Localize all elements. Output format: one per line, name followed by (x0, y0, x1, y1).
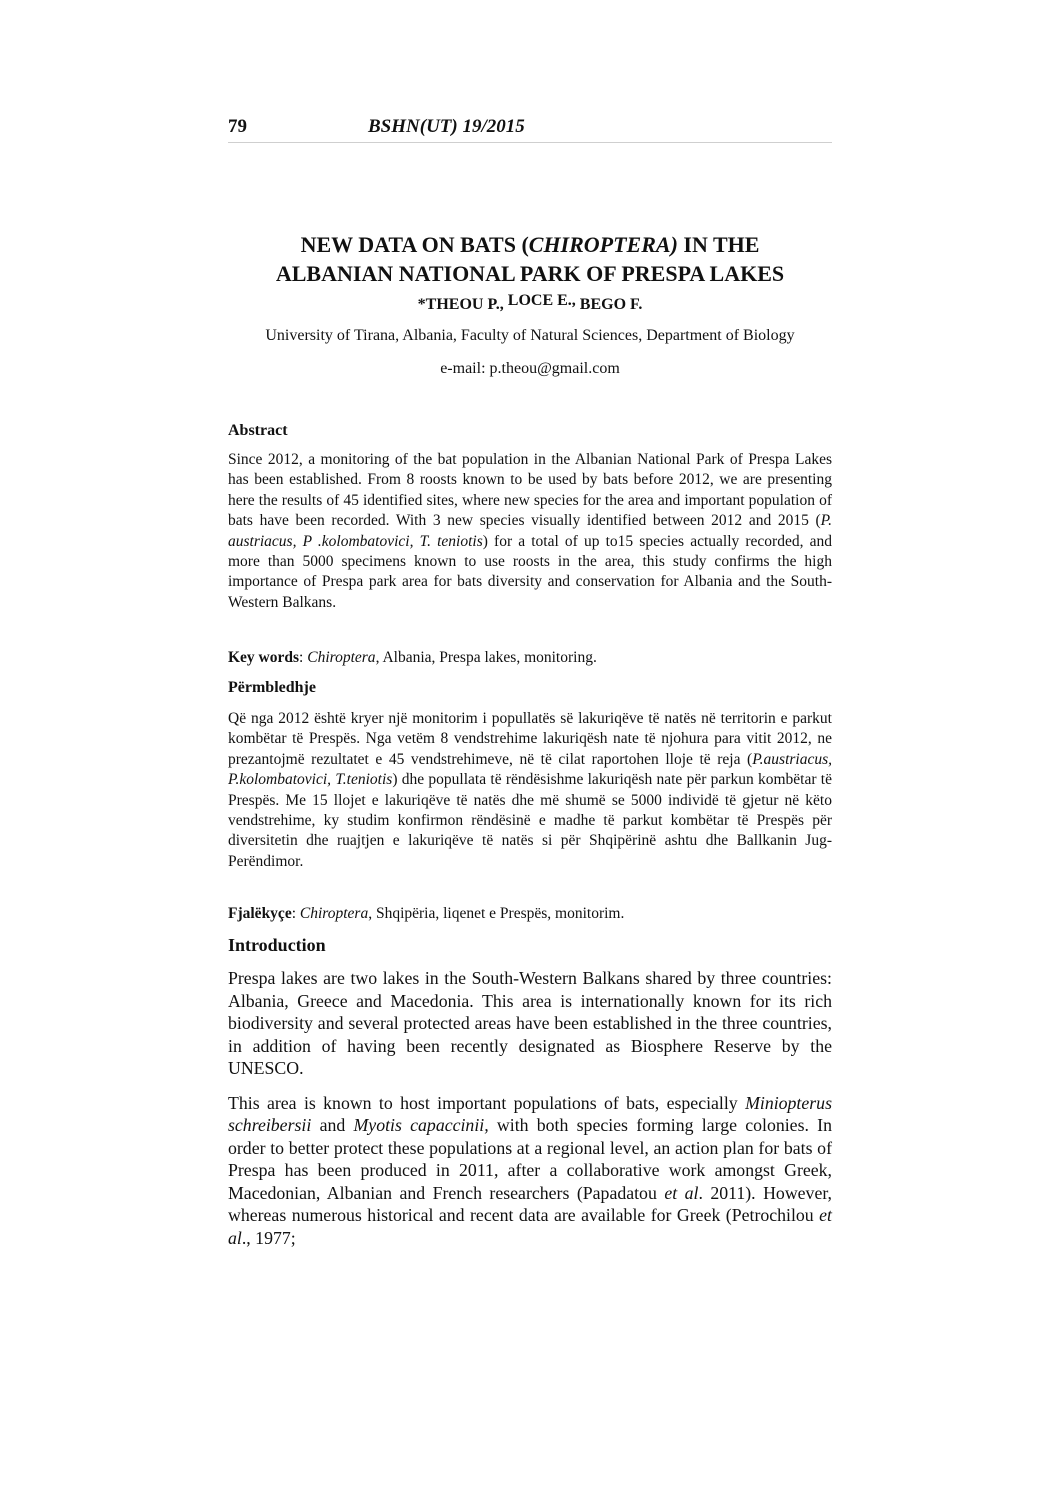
keywords-label: Key words (228, 649, 300, 666)
fjalekyce-taxon: Chiroptera (299, 905, 369, 922)
keywords-rest: , Albania, Prespa lakes, monitoring. (375, 649, 597, 666)
author-list (228, 292, 832, 314)
title-part: NEW DATA ON BATS ( (300, 232, 529, 257)
affiliation: University of Tirana, Albania, Faculty of Natural Sciences, Department of Biology (265, 327, 795, 344)
abstract-text (228, 450, 832, 613)
title-taxon: CHIROPTERA) (528, 232, 678, 257)
intro-etal: et al (228, 1205, 832, 1248)
permbledhje-text-part: ) dhe popullata të rëndësishme lakuriqësh nate për parkun kombëtar të Prespës. Me 15 llojet e lakuriqëve të natës dhe më shumë se 5000 individë të gjetur në këto vendstrehime, ky studim konfirmon rëndësinë e madhe të parkut kombëtar të Prespës për diversitetin dhe ruajtjen e lakuriqëve të natës si për Shqipërinë ashtu dhe Ballkanin Jug-Perëndimor. (228, 771, 832, 870)
running-header (228, 114, 832, 143)
fjalekyce-rest: , Shqipëria, liqenet e Prespës, monitorim. (368, 905, 625, 922)
abstract-heading: Abstract (228, 422, 288, 439)
author: LOCE E., (507, 292, 576, 309)
abstract-section (228, 422, 832, 613)
page-number: 79 (228, 116, 247, 137)
introduction-heading: Introduction (228, 935, 326, 955)
intro-text-part: ., 1977; (241, 1227, 296, 1248)
intro-text-part: with both species forming large colonies. In order to better protect these populations at a regional level, an action plan for bats of Prespa has been produced in 2011, after a collaborative work amongst Greek, Macedonian, Albanian and French researchers (Papadatou (228, 1115, 832, 1203)
contact-email: e-mail: p.theou@gmail.com (440, 360, 620, 377)
author: *THEOU P., (417, 296, 504, 313)
introduction-paragraph-1: Prespa lakes are two lakes in the South-Western Balkans shared by three countries: Albania, Greece and Macedonia. This area is internationally known for its rich biodiversity and several protected areas have been established in the three countries, in addition of having been recently designated as Biosphere Reserve by the UNESCO. (228, 968, 832, 1078)
title-part: IN THE (677, 232, 760, 257)
article-title (228, 230, 832, 288)
author: BEGO F. (579, 296, 643, 313)
intro-etal: et al (664, 1182, 699, 1203)
permbledhje-section (228, 679, 832, 872)
keywords: Key words: Chiroptera, Albania, Prespa lakes, monitoring. (228, 649, 597, 666)
permbledhje-species: P.austriacus, P.kolombatovici, T.teniotis (228, 750, 832, 789)
fjalekyce: Fjalëkyçe: Chiroptera, Shqipëria, liqenet e Prespës, monitorim. (228, 905, 625, 922)
title-line-2: ALBANIAN NATIONAL PARK OF PRESPA LAKES (275, 261, 785, 286)
intro-species: Myotis capaccinii, (353, 1115, 489, 1135)
introduction-section (228, 935, 832, 1249)
intro-text-part: . 2011). However, whereas numerous historical and recent data are available for Greek (Petrochilou (228, 1182, 832, 1225)
intro-text-part: This area is known to host important populations of bats, especially (228, 1092, 746, 1113)
permbledhje-text (228, 709, 832, 872)
abstract-text-part: ) for a total of up to15 species actually recorded, and more than 5000 specimens known to use roosts in the area, this study confirms the high importance of Prespa park area for bats diversity and conservation for Albania and the South-Western Balkans. (228, 532, 832, 611)
journal-citation: BSHN(UT) 19/2015 (368, 116, 525, 137)
abstract-species: P. austriacus, P .kolombatovici, T. teniotis (228, 512, 832, 550)
permbledhje-heading: Përmbledhje (228, 679, 316, 696)
abstract-text-part: Since 2012, a monitoring of the bat population in the Albanian National Park of Prespa Lakes has been established. From 8 roosts known to be used by bats before 2012, we are presenting here the results of 45 identified sites, where new species for the area and important population of bats have been recorded. With 3 new species visually identified between 2012 and 2015 ( (228, 451, 832, 530)
keyword-taxon: Chiroptera (307, 649, 376, 666)
fjalekyce-label: Fjalëkyçe (228, 905, 292, 922)
introduction-paragraph-2 (228, 1092, 832, 1250)
intro-text-part: and (311, 1115, 354, 1135)
permbledhje-text-part: Që nga 2012 është kryer një monitorim i popullatës së lakuriqëve të natës në territorin e parkut kombëtar të Prespës. Nga vetëm 8 vendstrehime lakuriqësh nate të njohura para vitit 2012, ne prezantojmë rezultatet e 45 vendstrehimeve, në të cilat raportohen lloje të reja ( (228, 710, 832, 768)
intro-species: Miniopterus schreibersii (228, 1092, 832, 1135)
